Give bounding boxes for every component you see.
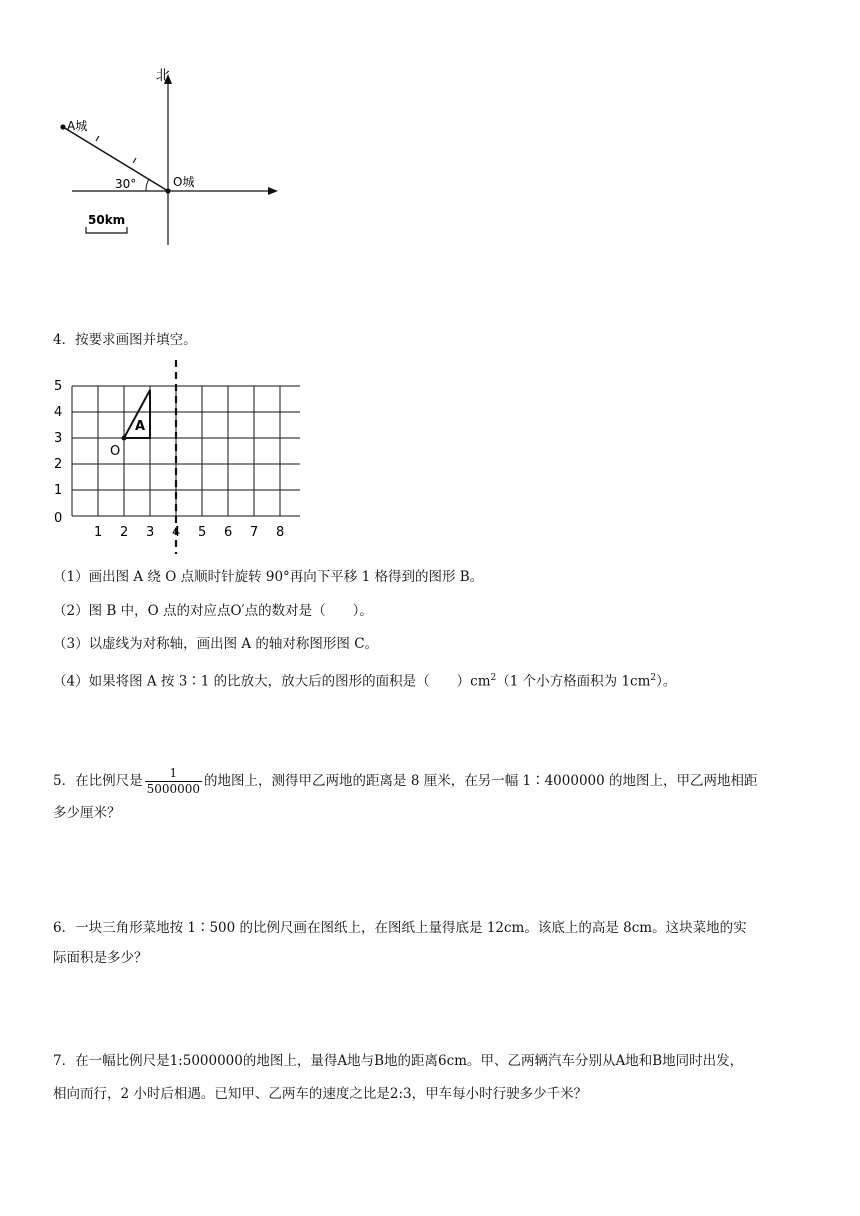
city-o-point	[165, 188, 170, 193]
x-tick-label: 6	[224, 525, 233, 540]
q4-sub1: （1）画出图 A 绕 O 点顺时针旋转 90°再向下平移 1 格得到的图形 B。	[53, 569, 484, 585]
q6-line2: 际面积是多少？	[53, 950, 148, 966]
city-a-label: A城	[67, 119, 88, 133]
x-tick-label: 7	[250, 525, 259, 540]
scale-bar	[86, 227, 127, 233]
y-tick-label: 4	[54, 405, 63, 420]
point-o	[122, 436, 127, 441]
north-label: 北	[156, 68, 170, 84]
shape-a-label: A	[135, 419, 146, 434]
q7-line2: 相向而行，2 小时后相遇。已知甲、乙两车的速度之比是2:3，甲车每小时行驶多少千米？	[53, 1086, 588, 1102]
x-labels	[94, 525, 284, 540]
y-tick-label: 3	[54, 431, 63, 446]
east-arrow-icon	[268, 187, 278, 195]
x-tick-label: 8	[276, 525, 285, 540]
x-tick-label: 5	[198, 525, 207, 540]
q4-sub2: （2）图 B 中，O 点的对应点O′点的数对是（ ）。	[53, 603, 373, 619]
direction-diagram	[50, 60, 290, 250]
x-tick-label: 3	[146, 525, 155, 540]
y-tick-label: 2	[54, 457, 63, 472]
angle-label: 30°	[115, 177, 137, 191]
city-o-label: O城	[173, 175, 195, 189]
x-tick-label: 2	[120, 525, 129, 540]
point-o-label: O	[110, 444, 121, 459]
y-labels	[54, 379, 62, 526]
y-tick-label: 0	[54, 511, 63, 526]
q7-line1: 7．在一幅比例尺是1:5000000的地图上，量得A地与B地的距离6cm。甲、乙两辆汽车分别从A地和B地同时出发，	[53, 1053, 744, 1069]
q4-title: 4．按要求画图并填空。	[53, 332, 197, 348]
angle-arc	[146, 179, 149, 191]
x-tick-label: 4	[172, 525, 181, 540]
scale-fraction: $\frac{1}{5000000}$	[146, 766, 201, 796]
grid	[72, 386, 300, 516]
q4-sub3: （3）以虚线为对称轴，画出图 A 的轴对称图形图 C。	[53, 636, 379, 652]
scale-label: 50km	[88, 213, 126, 227]
x-tick-label: 1	[94, 525, 103, 540]
q6-line1: 6．一块三角形菜地按 1∶500 的比例尺画在图纸上，在图纸上量得底是 12cm。该底上的高是 8cm。这块菜地的实	[53, 920, 747, 936]
q5-line2: 多少厘米？	[53, 805, 121, 821]
y-tick-label: 1	[54, 483, 63, 498]
q4-sub4: （4）如果将图 A 按 3∶1 的比放大，放大后的图形的面积是（ ）$cm^2(1$ 个小方格面积为 $1cm^2$）。	[53, 673, 677, 690]
q4-grid-figure	[50, 358, 300, 558]
city-a-point	[60, 124, 65, 129]
y-tick-label: 5	[54, 379, 63, 394]
q5-line1: 5．在比例尺是 $\frac{1}{5000000}$ 的地图上，测得甲乙两地的距离是 8 厘米，在另一幅 1∶4000000 的地图上，甲乙两地相距	[53, 766, 758, 796]
